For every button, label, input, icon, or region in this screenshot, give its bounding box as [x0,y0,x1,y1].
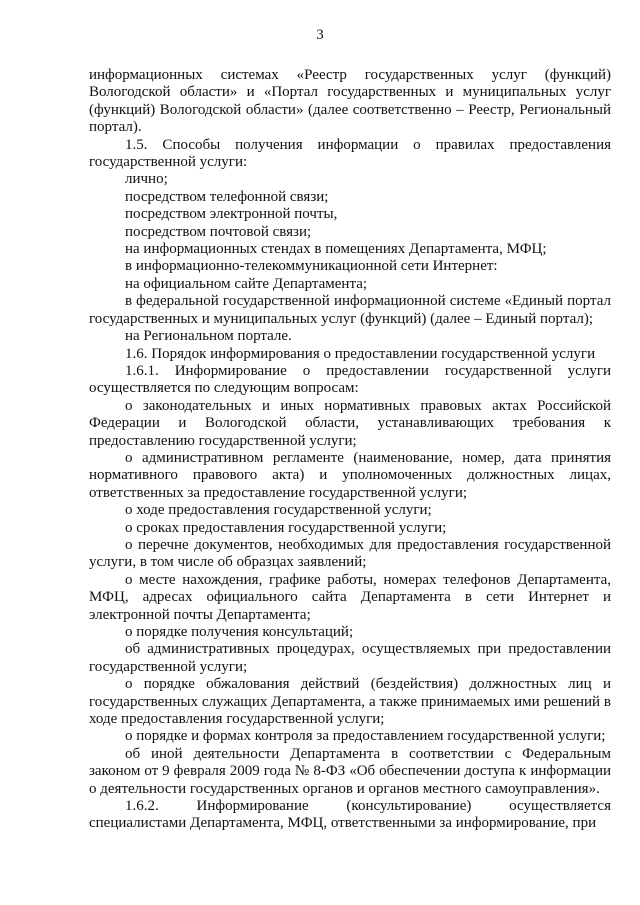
clause-number: 1.6.2. [125,798,159,815]
topic-deadlines: о сроках предоставления государственной услуги; [125,519,447,536]
paragraph-registry-continuation: информационных системах «Реестр государственных услуг (функций) Вологодской области» и «Портал государственных и муниципальных услуг (функций) Вологодской области» (далее соответственно – Реестр, Региональный портал). [89,67,611,136]
list-item-official-site: на официальном сайте Департамента; [125,275,368,292]
topic-other-activity: об иной деятельности Департамента в соответствии с Федеральным законом от 9 февраля 2009 года № 8-ФЗ «Об обеспечении доступа к информации о деятельности государственных органов и органов местного самоуправления». [89,745,611,797]
list-item-unified-portal: в федеральной государственной информационной системе «Единый портал государственных и муниципальных услуг (функций) (далее – Единый портал); [89,293,611,327]
topic-documents: о перечне документов, необходимых для предоставления государственной услуги, в том числе об образцах заявлений; [89,536,611,571]
list-item-email: посредством электронной почты, [125,206,338,223]
paragraph-1-6-heading: 1.6. Порядок информирования о предоставлении государственной услуги [125,345,596,362]
clause-word-performed: осуществляется [509,798,611,815]
list-item-post: посредством почтовой связи; [125,223,312,240]
topic-location-contacts: о месте нахождения, графике работы, номерах телефонов Департамента, МФЦ, адресах официального сайта Департамента в сети Интернет и электронной почты Департамента; [89,571,611,623]
list-item-regional-portal: на Региональном портале. [125,328,292,345]
topic-admin-regulation: о административном регламенте (наименование, номер, дата принятия нормативного правового акта) и уполномоченных должностных лицах, ответственных за предоставление государственной услуги; [89,449,611,501]
clause-word-informing: Информирование [196,798,309,815]
list-item-in-person: лично; [125,171,168,188]
list-item-internet: в информационно-телекоммуникационной сети Интернет: [125,258,498,275]
topic-consultations: о порядке получения консультаций; [125,624,354,640]
topic-appeal: о порядке обжалования действий (бездействия) должностных лиц и государственных служащих Департамента, а также принимаемых ими решений в ходе предоставления государственной услуги; [89,676,611,728]
page-number: 3 [316,27,324,43]
clause-word-consulting: (консультирование) [346,798,472,815]
topic-admin-procedures: об административных процедурах, осуществляемых при предоставлении государственной услуги; [89,641,611,675]
paragraph-1-5-heading: 1.5. Способы получения информации о правилах предоставления государственной услуги: [89,136,611,171]
topic-legislation: о законодательных и иных нормативных правовых актах Российской Федерации и Вологодской области, устанавливающих требования к предоставлению государственной услуги; [89,397,611,449]
paragraph-1-6-2-first-line [89,798,611,815]
document-body [89,67,611,833]
list-item-info-stands: на информационных стендах в помещениях Департамента, МФЦ; [125,241,547,258]
paragraph-1-6-1: 1.6.1. Информирование о предоставлении государственной услуги осуществляется по следующим вопросам: [89,362,611,397]
topic-control: о порядке и формах контроля за предоставлением государственной услуги; [125,728,606,745]
topic-progress: о ходе предоставления государственной услуги; [125,502,432,519]
paragraph-1-6-2-continuation: специалистами Департамента, МФЦ, ответственными за информирование, при [89,815,597,832]
list-item-phone: посредством телефонной связи; [125,188,329,205]
